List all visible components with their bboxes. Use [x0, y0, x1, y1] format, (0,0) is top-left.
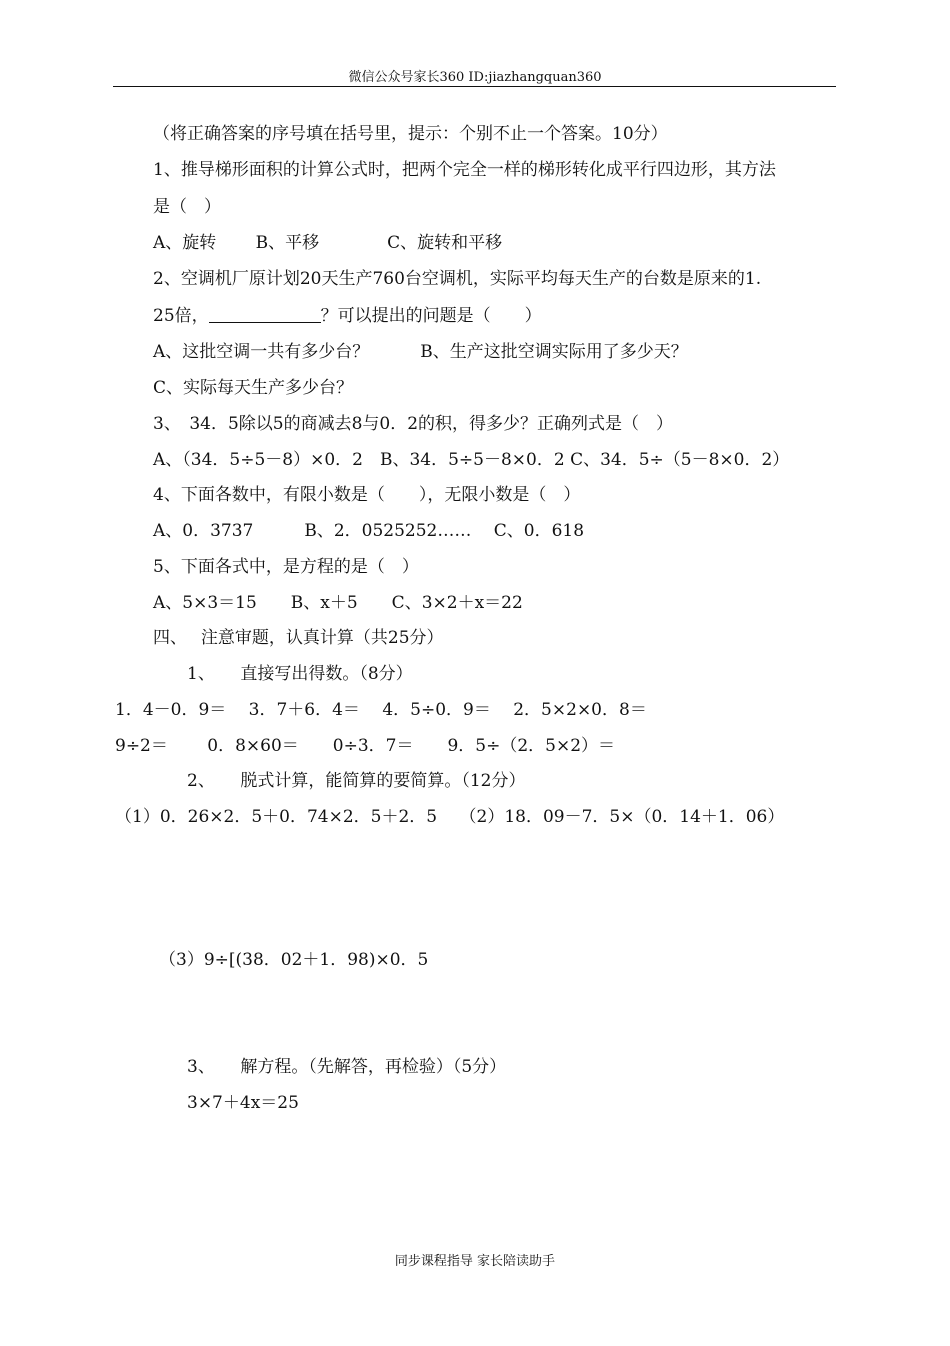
q3-line1: 3、 34．5除以5的商减去8与0．2的积，得多少？正确列式是（ ）	[153, 414, 674, 434]
part3-title: 3、 解方程。（先解答，再检验）（5分）	[187, 1057, 507, 1077]
page-header: 微信公众号家长360 ID:jiazhangquan360	[348, 70, 602, 85]
part3-equation: 3×7＋4x＝25	[187, 1093, 299, 1113]
q4-line1: 4、下面各数中，有限小数是（ ），无限小数是（ ）	[153, 485, 581, 505]
q3-options: A、（34．5÷5－8）×0．2 B、34．5÷5－8×0．2 C、34．5÷（5－8×0．2）	[153, 450, 790, 470]
q5-line1: 5、下面各式中，是方程的是（ ）	[153, 557, 419, 577]
q1-options: A、旋转 B、平移 C、旋转和平移	[153, 233, 503, 253]
q2-answer-blank	[209, 306, 321, 323]
part1-row2: 9÷2＝ 0．8×60＝ 0÷3．7＝ 9．5÷（2．5×2）＝	[115, 736, 616, 756]
q2-line2	[153, 304, 542, 328]
section3-instruction: （将正确答案的序号填在括号里，提示：个别不止一个答案。10分）	[153, 124, 668, 144]
part2-row1: （1）0．26×2．5＋0．74×2．5＋2．5 （2）18．09－7．5×（0．14＋1．06）	[115, 807, 785, 827]
q2-options2: C、实际每天生产多少台？	[153, 378, 354, 398]
section4-title: 四、 注意审题，认真计算（共25分）	[153, 628, 444, 648]
part2-row2: （3）9÷[(38．02＋1．98)×0．5	[159, 950, 429, 970]
q2-line1: 2、空调机厂原计划20天生产760台空调机，实际平均每天生产的台数是原来的1.	[153, 269, 762, 289]
part1-title: 1、 直接写出得数。（8分）	[187, 664, 413, 684]
q2-line2-before: 25倍，	[153, 306, 209, 326]
q1-line2: 是（ ）	[153, 197, 221, 217]
q4-options: A、0．3737 B、2．0525252…… C、0．618	[153, 521, 585, 541]
q2-options1: A、这批空调一共有多少台？ B、生产这批空调实际用了多少天？	[153, 342, 688, 362]
part1-row1: 1．4－0．9＝ 3．7＋6．4＝ 4．5÷0．9＝ 2．5×2×0．8＝	[115, 700, 647, 720]
q1-line1: 1、推导梯形面积的计算公式时，把两个完全一样的梯形转化成平行四边形，其方法	[153, 160, 776, 180]
part2-title: 2、 脱式计算，能简算的要简算。（12分）	[187, 771, 526, 791]
header-divider	[113, 86, 836, 87]
q2-line2-after: ？可以提出的问题是（ ）	[320, 306, 542, 326]
q5-options: A、5×3＝15 B、x＋5 C、3×2＋x＝22	[153, 593, 523, 613]
page-footer: 同步课程指导 家长陪读助手	[394, 1254, 556, 1269]
